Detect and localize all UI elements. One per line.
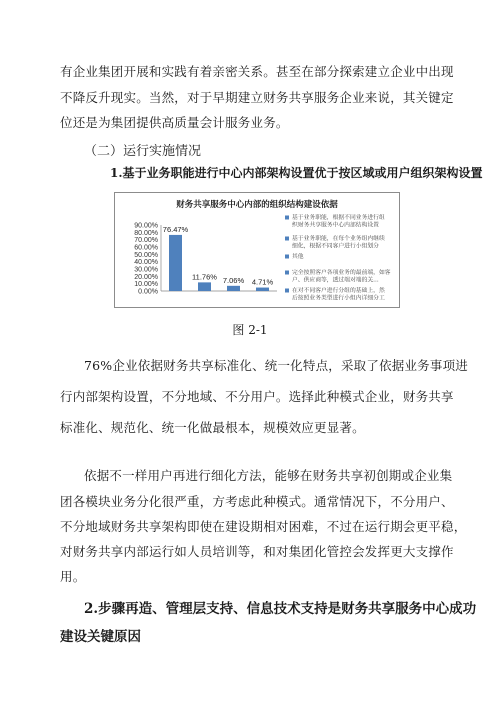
paragraph-line: 团各模块业务分化很严重，方考虑此种模式。通常情况下，不分用户、: [60, 494, 454, 509]
bar-chart: [115, 193, 399, 307]
section-heading: 建设关键原因: [60, 629, 141, 645]
paragraph-line: 依据不一样用户再进行细化方法，能够在财务共享初创期或企业集: [84, 468, 453, 483]
bar: [227, 286, 240, 291]
section-heading: 2.步骤再造、管理层支持、信息技术支持是财务共享服务中心成功: [84, 601, 477, 617]
y-tick-label: 30.00%: [134, 266, 158, 274]
bar: [256, 288, 269, 291]
paragraph-line: 不降反升现实。当然，对于早期建立财务共享服务企业来说，其关键定: [60, 90, 454, 105]
legend-label: 在对不同客户进行分组的基础上，然: [292, 288, 385, 294]
y-tick-label: 50.00%: [134, 251, 158, 259]
paragraph-line: 不分地域财务共享架构即使在建设期相对困难，不过在运行期会更平稳，: [60, 519, 467, 534]
y-tick-label: 10.00%: [134, 281, 158, 289]
paragraph-line: 有企业集团开展和实践有着亲密关系。甚至在部分探索建立企业中出现: [60, 64, 454, 79]
bar-value-label: 76.47%: [162, 224, 189, 234]
y-tick-label: 20.00%: [134, 273, 158, 281]
paragraph-line: 对财务共享内部运行如人员培训等，和对集团化管控会发挥更大支撑作: [60, 544, 454, 559]
legend-label: 其他: [292, 254, 304, 260]
legend-swatch: [285, 289, 289, 293]
paragraph-line: 位还是为集团提供高质量会计服务业务。: [60, 115, 289, 130]
subsection-heading: 1.基于业务职能进行中心内部架构设置优于按区域或用户组织架构设置: [110, 166, 483, 180]
chart-container: [114, 192, 400, 308]
section-heading: （二）运行实施情况: [84, 144, 202, 159]
legend-label: 后按照业务类型进行小组内详细分工: [292, 295, 385, 302]
paragraph-line: 76%企业依据财务共享标准化、统一化特点，采取了依据业务事项进: [84, 358, 468, 373]
y-tick-label: 80.00%: [134, 229, 158, 237]
y-tick-label: 0.00%: [138, 288, 158, 296]
paragraph-line: 标准化、规范化、统一化做最根本，规模效应更显著。: [60, 420, 365, 435]
y-tick-label: 60.00%: [134, 244, 158, 252]
legend-swatch: [285, 237, 289, 241]
bar-value-label: 11.76%: [192, 272, 217, 282]
y-tick-label: 40.00%: [134, 259, 158, 267]
paragraph-line: 行内部架构设置，不分地域、不分用户。选择此种模式企业，财务共享: [60, 389, 454, 404]
bar: [198, 282, 211, 291]
y-tick-label: 90.00%: [134, 222, 158, 230]
chart-title: 财务共享服务中心内部的组织结构建设依据: [176, 199, 338, 209]
legend-swatch: [285, 271, 289, 275]
legend-swatch: [285, 255, 289, 259]
legend-label: 基于业务职能，在每个业务组内继续: [292, 236, 385, 242]
legend-label: 完全按照客户各项业务的最前端，如客: [292, 270, 391, 276]
bar-value-label: 7.06%: [222, 275, 245, 285]
bar: [169, 235, 182, 291]
bar-value-label: 4.71%: [251, 277, 274, 287]
legend-label: 基于业务职能，根据不同业务进行组: [292, 215, 385, 221]
legend-label: 细化，根据不同客户进行小组划分: [292, 243, 379, 250]
legend-label: 户、供应商等，透过端对端的关...: [292, 277, 379, 284]
legend-swatch: [285, 216, 289, 220]
paragraph-line: 用。: [60, 569, 86, 584]
y-tick-label: 70.00%: [134, 237, 158, 245]
legend-label: 织财务共享服务中心内部结构设置: [292, 222, 379, 229]
figure-caption: 图 2-1: [232, 323, 268, 337]
